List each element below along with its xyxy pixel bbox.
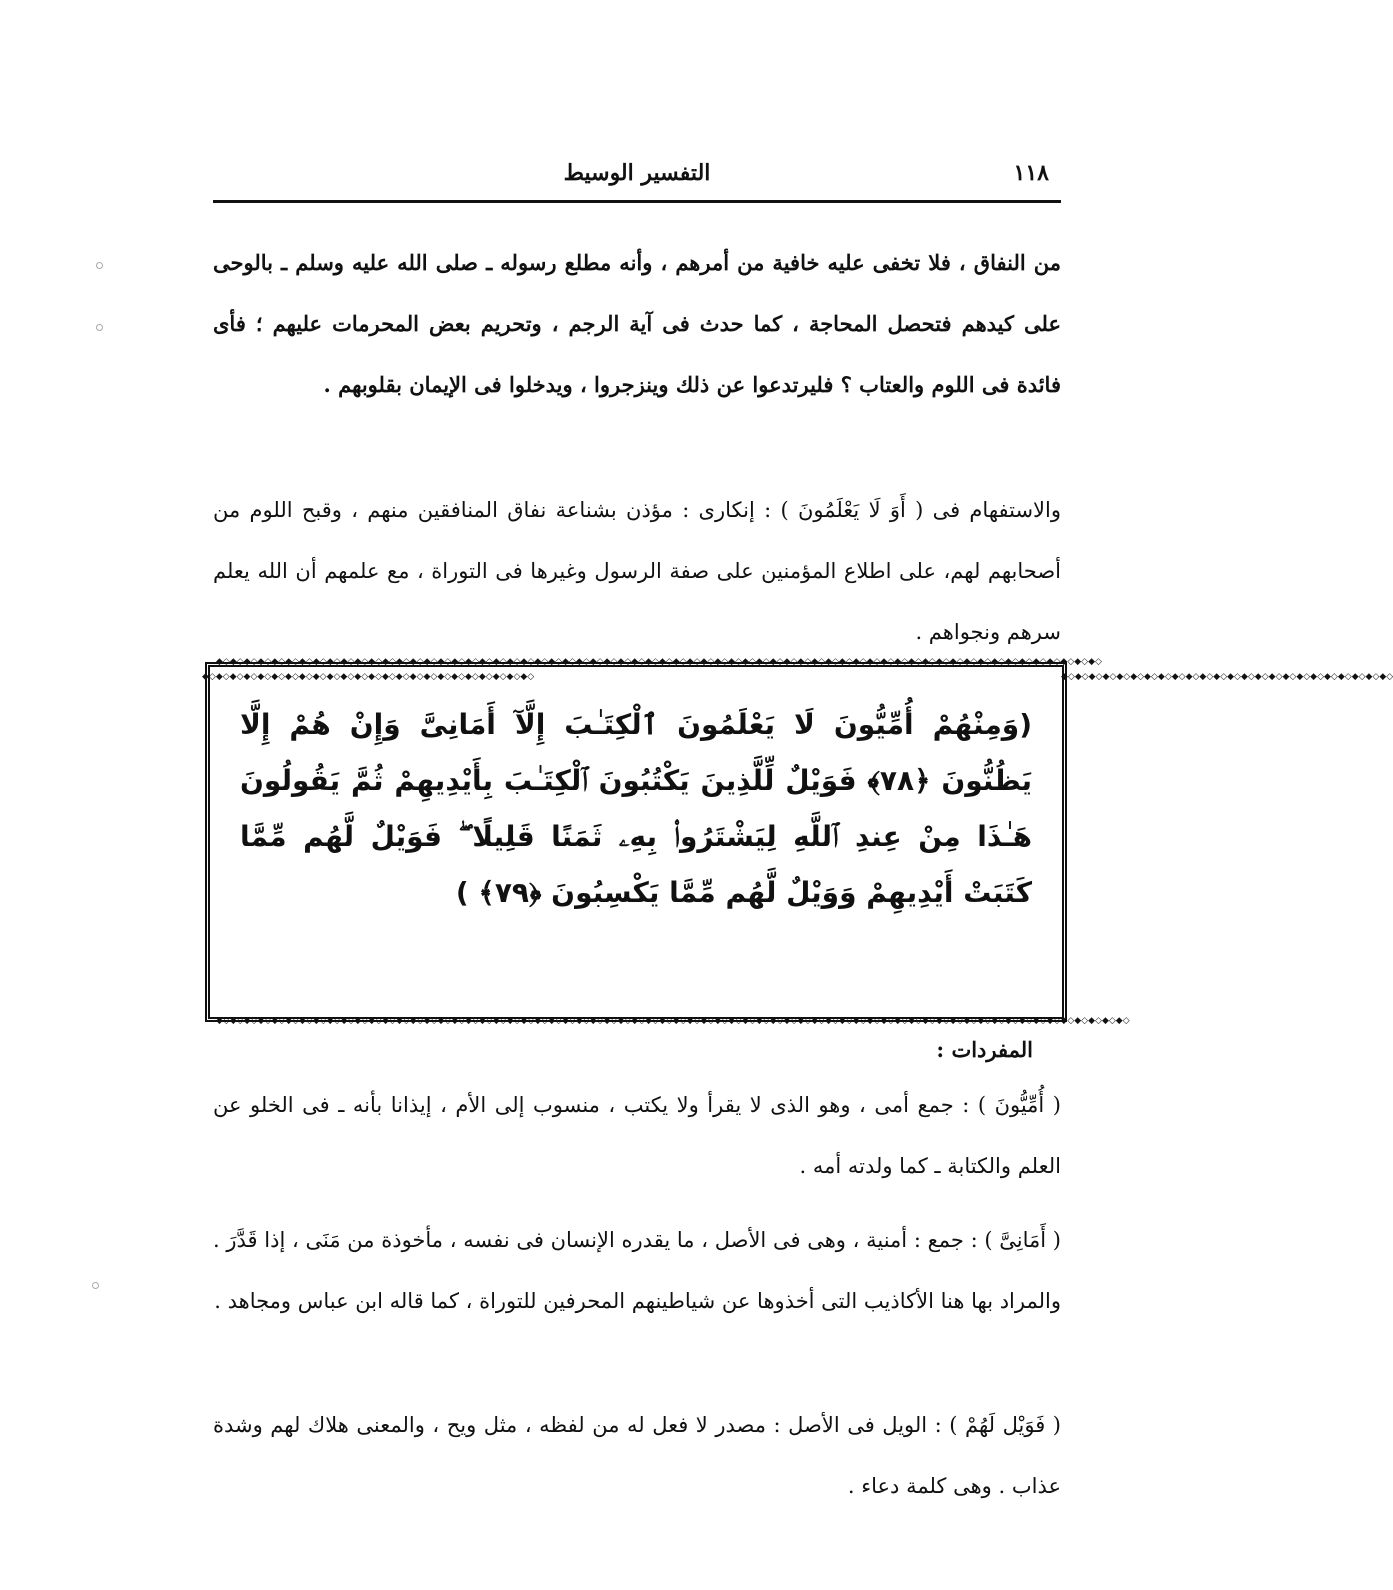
vocab-entry-ummiyyun — [213, 1075, 1061, 1197]
vocab-entry-wayl — [213, 1395, 1061, 1517]
paragraph-continuation — [213, 232, 1061, 415]
vocabulary-heading: المفردات : — [936, 1037, 1033, 1062]
page-header — [213, 150, 1061, 190]
quran-verse-text: (وَمِنْهُمْ أُمِّيُّونَ لَا يَعْلَمُونَ ٱلْكِتَـٰبَ إِلَّآ أَمَانِىَّ وَإِنْ هُمْ إِلَّا يَظُنُّونَ ﴿٧٨﴾ فَوَيْلٌ لِّلَّذِينَ يَكْتُبُونَ ٱلْكِتَـٰبَ بِأَيْدِيهِمْ ثُمَّ يَقُولُونَ هَـٰذَا مِنْ عِندِ ٱللَّهِ لِيَشْتَرُوا۟ بِهِۦ ثَمَنًا قَلِيلًا ۖ فَوَيْلٌ لَّهُم مِّمَّا كَتَبَتْ أَيْدِيهِمْ وَوَيْلٌ لَّهُم مِّمَّا يَكْسِبُونَ ﴿٧٩﴾ ) — [240, 708, 1032, 909]
vocab-entry-amani — [213, 1210, 1061, 1332]
vocab-text: ( أَمَانِىَّ ) : جمع : أمنية ، وهى فى الأصل ، ما يقدره الإنسان فى نفسه ، مأخوذة من مَنَى ، إذا قَدَّرَ . والمراد بها هنا الأكاذيب التى أخذوها عن شياطينهم المحرفين للتوراة ، كما قاله ابن عباس ومجاهد . — [213, 1228, 1061, 1313]
paragraph-interrogation — [213, 480, 1061, 663]
scan-speck — [96, 324, 103, 331]
running-title: التفسير الوسيط — [563, 160, 711, 186]
vocab-text: ( فَوَيْل لَهُمْ ) : الويل فى الأصل : مصدر لا فعل له من لفظه ، مثل ويح ، والمعنى هلاك لهم وشدة عذاب . وهى كلمة دعاء . — [213, 1413, 1061, 1498]
ornament-border-bottom: ◆◇◆◇◆◇◆◇◆◇◆◇◆◇◆◇◆◇◆◇◆◇◆◇◆◇◆◇◆◇◆◇◆◇◆◇◆◇◆◇◆◇◆◇◆◇◆◇◆◇◆◇◆◇◆◇◆◇◆◇◆◇◆◇◆◇◆◇◆◇◆◇◆◇◆◇◆◇◆◇◆◇◆◇◆◇◆◇◆◇◆◇◆◇◆◇◆◇◆◇◆◇◆◇◆◇◆◇◆◇◆◇◆◇◆◇◆◇◆◇◆◇◆◇◆◇◆◇◆◇◆◇ — [216, 1016, 1130, 1026]
scan-speck — [96, 262, 103, 269]
scan-speck — [92, 1282, 99, 1289]
vocab-text: ( أُمِّيُّونَ ) : جمع أمى ، وهو الذى لا يقرأ ولا يكتب ، منسوب إلى الأم ، إيذانا بأنه ـ فى الخلو عن العلم والكتابة ـ كما ولدته أمه . — [213, 1093, 1061, 1178]
quran-verse-frame — [202, 657, 1393, 1026]
ornament-border-right: ◆◇◆◇◆◇◆◇◆◇◆◇◆◇◆◇◆◇◆◇◆◇◆◇◆◇◆◇◆◇◆◇◆◇◆◇◆◇◆◇◆◇◆◇◆◇◆◇ — [1061, 672, 1393, 682]
paragraph-text: من النفاق ، فلا تخفى عليه خافية من أمرهم ، وأنه مطلع رسوله ـ صلى الله عليه وسلم ـ بالوحى على كيدهم فتحصل المحاجة ، كما حدث فى آية الرجم ، وتحريم بعض المحرمات عليهم ؛ فأى فائدة فى اللوم والعتاب ؟ فليرتدعوا عن ذلك وينزجروا ، ويدخلوا فى الإيمان بقلوبهم . — [213, 250, 1061, 397]
header-rule — [213, 200, 1061, 203]
ornament-border-left: ◆◇◆◇◆◇◆◇◆◇◆◇◆◇◆◇◆◇◆◇◆◇◆◇◆◇◆◇◆◇◆◇◆◇◆◇◆◇◆◇◆◇◆◇◆◇◆◇ — [202, 672, 535, 682]
ornament-border-top: ◆◇◆◇◆◇◆◇◆◇◆◇◆◇◆◇◆◇◆◇◆◇◆◇◆◇◆◇◆◇◆◇◆◇◆◇◆◇◆◇◆◇◆◇◆◇◆◇◆◇◆◇◆◇◆◇◆◇◆◇◆◇◆◇◆◇◆◇◆◇◆◇◆◇◆◇◆◇◆◇◆◇◆◇◆◇◆◇◆◇◆◇◆◇◆◇◆◇◆◇◆◇◆◇◆◇◆◇◆◇◆◇◆◇◆◇◆◇◆◇◆◇◆◇◆◇◆◇ — [216, 657, 1102, 667]
page-number: ١١٨ — [1013, 160, 1049, 186]
paragraph-text: والاستفهام فى ( أَوَ لَا يَعْلَمُونَ ) : إنكارى : مؤذن بشناعة نفاق المنافقين منهم ، وقبح اللوم من أصحابهم لهم، على اطلاع المؤمنين على صفة الرسول وغيرها فى التوراة ، مع علمهم أن الله يعلم سرهم ونجواهم . — [213, 498, 1061, 644]
